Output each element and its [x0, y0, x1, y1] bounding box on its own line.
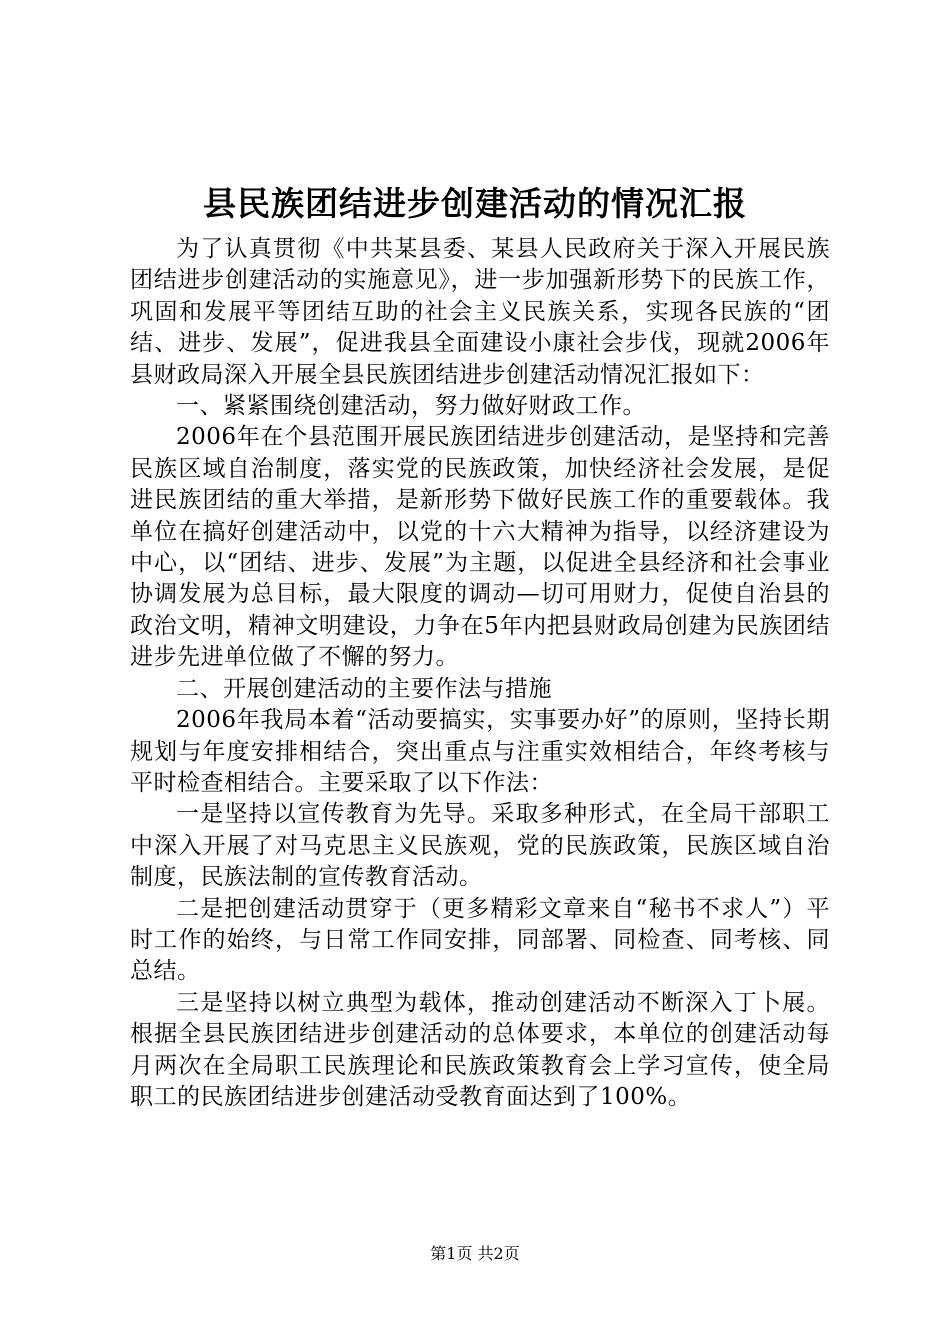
paragraph-intro: 为了认真贯彻《中共某县委、某县人民政府关于深入开展民族团结进步创建活动的实施意见》，进一步加强新形势下的民族工作，巩固和发展平等团结互助的社会主义民族关系，实现各民族的“团结、进步、发展”，促进我县全面建设小康社会步伐，现就2006年县财政局深入开展全县民族团结进步创建活动情况汇报如下：	[130, 236, 830, 388]
section-heading-1: 一、紧紧围绕创建活动，努力做好财政工作。	[176, 393, 646, 420]
paragraph-measure-1: 一是坚持以宣传教育为先导。采取多种形式，在全局干部职工中深入开展了对马克思主义民族观，党的民族政策，民族区域自治制度，民族法制的宣传教育活动。	[130, 801, 830, 891]
section-heading-2: 二、开展创建活动的主要作法与措施	[176, 675, 552, 702]
document-body	[130, 234, 830, 1113]
paragraph-section-1: 2006年在个县范围开展民族团结进步创建活动，是坚持和完善民族区域自治制度，落实党的民族政策，加快经济社会发展，是促进民族团结的重大举措，是新形势下做好民族工作的重要载体。我单位在搞好创建活动中，以党的十六大精神为指导，以经济建设为中心，以“团结、进步、发展”为主题，以促进全县经济和社会事业协调发展为总目标，最大限度的调动—切可用财力，促使自治县的政治文明，精神文明建设，力争在5年内把县财政局创建为民族团结进步先进单位做了不懈的努力。	[130, 424, 830, 671]
paragraph-section-2: 2006年我局本着“活动要搞实，实事要办好”的原则，坚持长期规划与年度安排相结合，突出重点与注重实效相结合，年终考核与平时检查相结合。主要采取了以下作法：	[130, 707, 830, 796]
page-footer: 第1页 共2页	[430, 1244, 520, 1263]
document-title: 县民族团结进步创建活动的情况汇报	[203, 184, 747, 223]
paragraph-measure-3: 三是坚持以树立典型为载体，推动创建活动不断深入丁卜展。根据全县民族团结进步创建活动的总体要求，本单位的创建活动每月两次在全局职工民族理论和民族政策教育会上学习宣传，使全局职工的民族团结进步创建活动受教育面达到了100%。	[130, 989, 830, 1110]
paragraph-measure-2: 二是把创建活动贯穿于（更多精彩文章来自“秘书不求人”）平时工作的始终，与日常工作同安排，同部署、同检查、同考核、同总结。	[130, 895, 830, 985]
